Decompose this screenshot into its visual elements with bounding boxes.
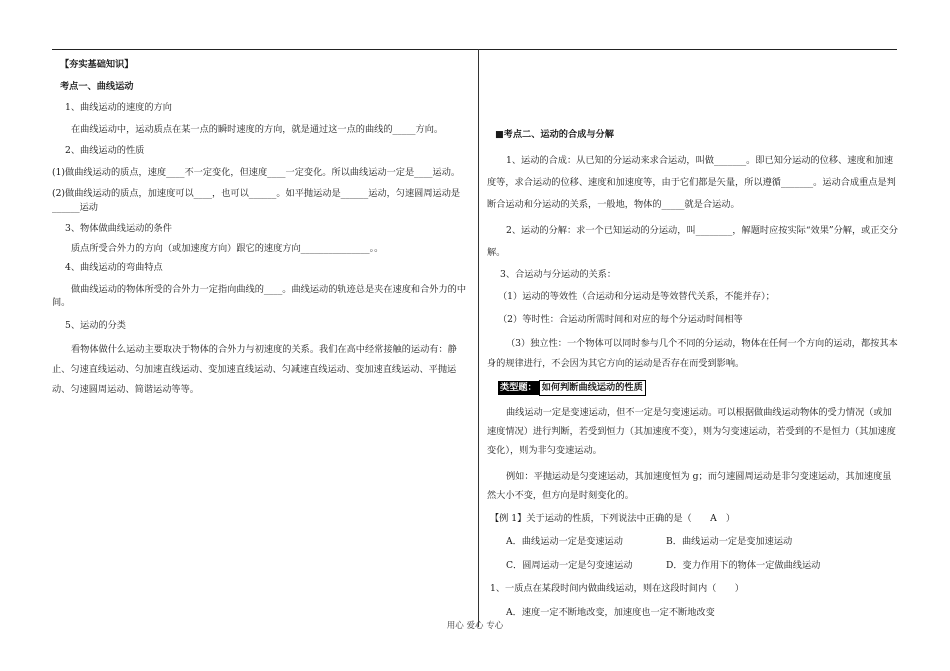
s2-p2: (2)做曲线运动的质点，加速度可以____，也可以______。如平抛运动是______运动，匀速圆周运动是______运动 <box>52 188 461 213</box>
r3-item2: （2）等时性：合运动所需时间和对应的每个分运动时间相等 <box>498 313 743 325</box>
example1-option-c: C．圆周运动一定是匀变速运动 <box>506 559 633 571</box>
type-label: 类型题： <box>500 382 537 393</box>
s4-title: 4、曲线运动的弯曲特点 <box>65 262 163 273</box>
s5-text: 看物体做什么运动主要取决于物体的合外力与初速度的关系。我们在高中经常接触的运动有：静止、匀速直线运动、匀加速直线运动、变加速直线运动、匀减速直线运动、变加速直线运动、平抛运动、匀速圆周运动、简谐运动等等。 <box>52 344 457 395</box>
r3-item3: （3）独立性：一个物体可以同时参与几个不同的分运动，物体在任何一个方向的运动，都按其本身的规律进行，不会因为其它方向的运动是否存在而受到影响。 <box>487 338 898 369</box>
r2-text: 2、运动的分解：求一个已知运动的分运动，叫________，解题时应按实际“效果”分解，或正交分解。 <box>487 224 898 258</box>
example1-option-a: A．曲线运动一定是变速运动 <box>506 536 623 547</box>
column-divider <box>478 49 479 627</box>
r1-text: 1、运动的合成：从已知的分运动来求合运动，叫做_______。即已知分运动的位移、速度和加速度等，求合运动的位移、速度和加速度等，由于它们都是矢量，所以遵循_______。运动合成重点是判断合运动和分运动的关系，一般地，物体的_____就是合运动。 <box>487 154 896 210</box>
example1-options-row1 <box>506 535 898 549</box>
s1-title: 1、曲线运动的速度的方向 <box>65 102 172 113</box>
s3-text: 质点所受合外力的方向（或加速度方向）跟它的速度方向_______________。。 <box>71 242 384 254</box>
section-heading: 【夯实基础知识】 <box>60 59 134 70</box>
example1-options-row2 <box>506 559 898 573</box>
right-column <box>487 58 898 619</box>
point1-title: 考点一、曲线运动 <box>60 80 134 92</box>
s4-text: 做曲线运动的物体所受的合外力一定指向曲线的____。曲线运动的轨迹总是夹在速度和合外力的中间。 <box>52 283 467 308</box>
example1-option-d: D．变力作用下的物体一定做曲线运动 <box>666 559 821 571</box>
type-text2: 例如：平抛运动是匀变速运动，其加速度恒为 g；而匀速圆周运动是非匀变速运动，其加速度虽然大小不变，但方向是时刻变化的。 <box>487 470 892 501</box>
s3-title: 3、物体做曲线运动的条件 <box>65 223 172 234</box>
r3-item1: （1）运动的等效性（合运动和分运动是等效替代关系，不能并存）； <box>498 291 775 302</box>
question1: 1、一质点在某段时间内做曲线运动，则在这段时间内（ ） <box>490 583 744 594</box>
s5-title: 5、运动的分类 <box>65 319 126 331</box>
s1-text: 在曲线运动中，运动质点在某一点的瞬时速度的方向，就是通过这一点的曲线的_____方向。 <box>71 123 444 135</box>
question1-option-a: A．速度一定不断地改变，加速度也一定不断地改变 <box>506 606 715 618</box>
left-column <box>52 58 470 400</box>
s2-title: 2、曲线运动的性质 <box>65 145 145 156</box>
point2-title: ■考点二、运动的合成与分解 <box>495 129 614 140</box>
r3-title: 3、合运动与分运动的关系： <box>500 268 617 280</box>
type-title: 如何判断曲线运动的性质 <box>539 380 646 396</box>
type-text1: 曲线运动一定是变速运动，但不一定是匀变速运动。可以根据做曲线运动物体的受力情况（或加速度情况）进行判断，若受到恒力（其加速度不变），则为匀变速运动，若受到的不是恒力（其加速度变化），则为非匀变速运动。 <box>487 406 896 456</box>
page-footer: 用心 爱心 专心 <box>446 621 504 631</box>
type-heading <box>498 380 898 396</box>
s2-p1: (1)做曲线运动的质点，速度____不一定变化，但速度____一定变化。所以曲线运动一定是____运动。 <box>52 166 461 178</box>
top-rule <box>52 49 897 50</box>
example1-question: 【例 1】关于运动的性质，下列说法中正确的是（ A ） <box>490 512 736 524</box>
example1-option-b: B．曲线运动一定是变加速运动 <box>666 536 793 547</box>
